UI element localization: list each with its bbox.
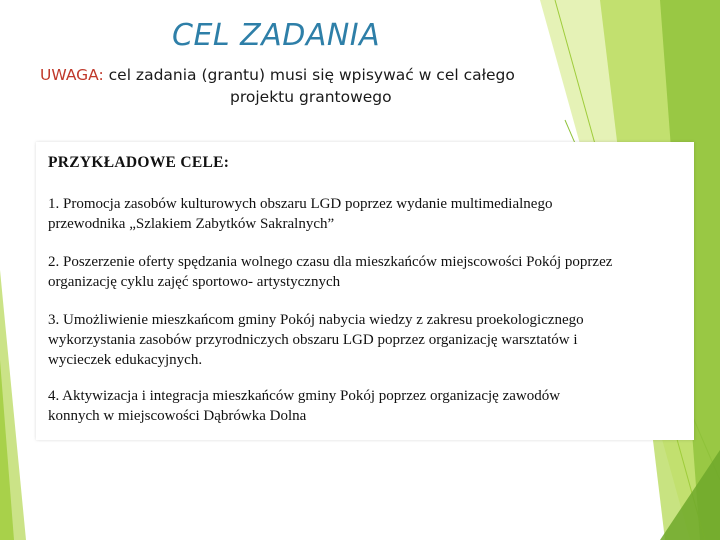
goal-item-2 bbox=[48, 252, 684, 292]
document-heading: PRZYKŁADOWE CELE: bbox=[48, 154, 230, 171]
goal-3-line-1: 3. Umożliwienie mieszkańcom gminy Pokój nabycia wiedzy z zakresu proekologicznego bbox=[48, 312, 584, 328]
note-line-1: cel zadania (grantu) musi się wpisywać w cel całego bbox=[103, 66, 515, 84]
goal-1-line-1: 1. Promocja zasobów kulturowych obszaru LGD poprzez wydanie multimedialnego bbox=[48, 196, 553, 212]
goal-item-4 bbox=[48, 386, 684, 426]
goal-4-line-1: 4. Aktywizacja i integracja mieszkańców gminy Pokój poprzez organizację zawodów bbox=[48, 388, 561, 404]
goal-2-line-2: organizację cyklu zajęć sportowo- artystycznych bbox=[48, 274, 341, 290]
example-goals-document bbox=[36, 142, 694, 440]
note-text bbox=[40, 64, 640, 108]
goal-3-line-3: wycieczek edukacyjnych. bbox=[48, 352, 203, 368]
warning-label: UWAGA: bbox=[40, 66, 104, 84]
slide-title: CEL ZADANIA bbox=[172, 18, 381, 53]
goal-4-line-2: konnych w miejscowości Dąbrówka Dolna bbox=[48, 408, 307, 424]
note-line-2: projektu grantowego bbox=[230, 88, 392, 106]
goal-2-line-1: 2. Poszerzenie oferty spędzania wolnego czasu dla mieszkańców miejscowości Pokój poprzez bbox=[48, 254, 613, 270]
goal-1-line-2: przewodnika „Szlakiem Zabytków Sakralnych” bbox=[48, 216, 335, 232]
goal-item-3 bbox=[48, 310, 684, 370]
goal-item-1 bbox=[48, 194, 684, 234]
goal-3-line-2: wykorzystania zasobów przyrodniczych obszaru LGD poprzez organizację warsztatów i bbox=[48, 332, 578, 348]
